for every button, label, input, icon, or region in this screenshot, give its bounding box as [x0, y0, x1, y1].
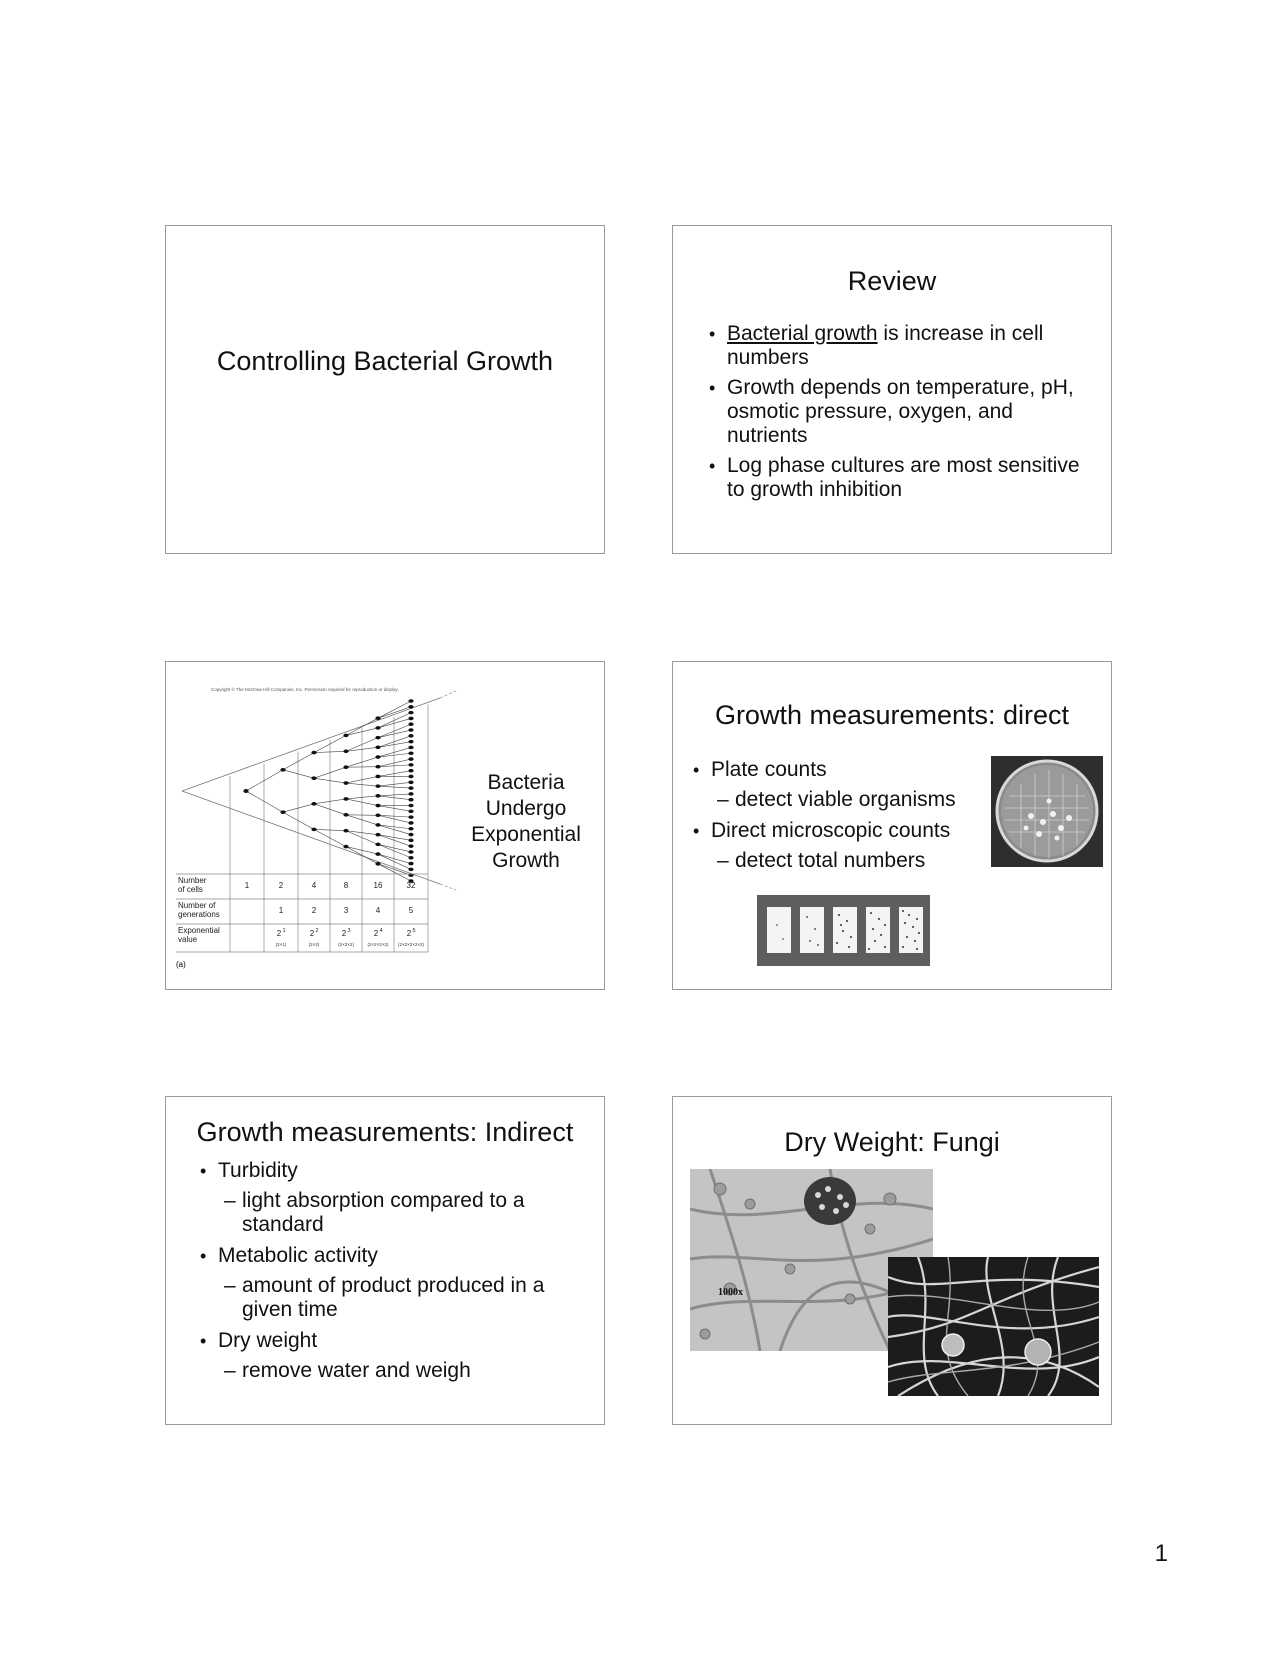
branch-line — [378, 742, 411, 748]
branch-line — [283, 753, 314, 770]
table-cell-exponent-power: 4 — [379, 928, 383, 934]
table-cell-exponent-note: (2×2×2×2×2) — [397, 942, 425, 947]
bullet-list — [200, 1159, 580, 1390]
branch-line — [283, 770, 314, 778]
branch-line — [378, 713, 411, 728]
bullet-list — [709, 322, 1094, 508]
caption-line: Exponential — [471, 823, 581, 846]
list-subitem: – light absorption compared to a standard — [200, 1189, 580, 1237]
cell-dot — [343, 829, 348, 833]
table-row-label: of cells — [178, 885, 203, 894]
branch-line — [378, 835, 411, 841]
cell-dot — [408, 751, 413, 755]
list-subitem: – detect total numbers — [693, 849, 983, 873]
cell-dot — [408, 810, 413, 814]
branch-line — [378, 747, 411, 757]
cell-dot — [375, 804, 380, 808]
cell-dot — [408, 757, 413, 761]
cell-dot — [408, 862, 413, 866]
cell-dot — [343, 845, 348, 849]
list-subitem: – remove water and weigh — [200, 1359, 580, 1383]
table-cell-exponent-note: (2×2) — [308, 942, 320, 947]
cell-dot — [408, 815, 413, 819]
branch-line — [378, 806, 411, 812]
cell-dot — [375, 794, 380, 798]
cell-dot — [375, 833, 380, 837]
caption-line: Bacteria — [487, 771, 565, 794]
cell-dot — [408, 827, 413, 831]
table-cell-exponent: 2 — [373, 929, 379, 938]
branch-line — [378, 786, 411, 788]
table-cell-exponent-power: 2 — [315, 928, 319, 934]
slide-title: Growth measurements: direct — [714, 700, 1070, 730]
table-cell-count: 2 — [278, 881, 284, 890]
branch-line — [378, 707, 411, 718]
branch-line — [283, 804, 314, 812]
cell-dot — [375, 765, 380, 769]
petri-dish-photo — [991, 756, 1103, 867]
table-cell-generation: 5 — [408, 906, 414, 915]
slide-1 — [165, 225, 605, 554]
cell-dot — [408, 763, 413, 767]
slide-title: Review — [847, 266, 937, 296]
envelope-line — [440, 884, 456, 890]
branch-line — [378, 753, 411, 757]
figure-label: (a) — [176, 960, 186, 969]
table-cell-count: 32 — [406, 881, 416, 890]
slide-3 — [165, 661, 605, 990]
cell-dot — [311, 751, 316, 755]
table-cell-exponent: 2 — [406, 929, 412, 938]
copyright-notice: Copyright © The McGraw-Hill Companies, Inc. Permission required for reproduction or display. — [211, 687, 399, 692]
cell-dot — [408, 717, 413, 721]
cell-dot — [408, 868, 413, 872]
list-item: • Turbidity — [200, 1159, 580, 1183]
list-item: • Metabolic activity — [200, 1244, 580, 1268]
underlined-term: Bacterial growth — [727, 322, 878, 345]
table-row-label: Exponential — [178, 926, 220, 935]
envelope-line — [440, 691, 456, 698]
branch-line — [246, 791, 283, 812]
cell-dot — [375, 813, 380, 817]
slide-title: Controlling Bacterial Growth — [216, 346, 554, 376]
table-row-label: Number of — [178, 901, 216, 910]
cell-dot — [408, 711, 413, 715]
branch-line — [378, 825, 411, 835]
cell-dot — [375, 823, 380, 827]
list-item: • Direct microscopic counts — [693, 819, 983, 843]
cell-dot — [408, 775, 413, 779]
cell-dot — [375, 726, 380, 730]
cell-dot — [343, 734, 348, 738]
table-cell-exponent-note: (2×2×2×2) — [367, 942, 389, 947]
cell-dot — [408, 699, 413, 703]
list-item: • Growth depends on temperature, pH, osmotic pressure, oxygen, and nutrients — [709, 376, 1094, 448]
cell-dot — [408, 839, 413, 843]
cell-dot — [375, 755, 380, 759]
slide-2 — [672, 225, 1112, 554]
cell-dot — [408, 769, 413, 773]
list-item-text: is increase in cell numbers — [727, 322, 1044, 369]
bullet-list — [693, 758, 983, 880]
cell-dot — [311, 776, 316, 780]
cell-dot — [408, 792, 413, 796]
slide-5 — [165, 1096, 605, 1425]
list-item: • Dry weight — [200, 1329, 580, 1353]
branch-line — [378, 771, 411, 777]
slide-title: Dry Weight: Fungi — [784, 1127, 1000, 1157]
table-cell-count: 1 — [244, 881, 250, 890]
cell-dot — [375, 746, 380, 750]
branch-line — [378, 796, 411, 800]
cell-dot — [408, 821, 413, 825]
cell-dot — [375, 716, 380, 720]
cell-dot — [280, 768, 285, 772]
list-item: • Log phase cultures are most sensitive to growth inhibition — [709, 454, 1094, 502]
envelope-line — [182, 698, 440, 791]
list-item: • Plate counts — [693, 758, 983, 782]
table-cell-count: 8 — [343, 881, 349, 890]
table-row-label: generations — [178, 910, 220, 919]
micrograph-label: 1000x — [718, 1287, 743, 1298]
cell-dot — [280, 810, 285, 814]
envelope-line — [182, 791, 440, 884]
cell-dot — [375, 843, 380, 847]
cell-dot — [375, 736, 380, 740]
cell-dot — [408, 722, 413, 726]
branch-line — [246, 770, 283, 791]
list-subitem: – amount of product produced in a given time — [200, 1274, 580, 1322]
cell-dot — [243, 789, 248, 793]
figure-caption — [471, 770, 581, 874]
cell-dot — [408, 705, 413, 709]
figure-lines — [182, 691, 456, 952]
cell-dot — [408, 844, 413, 848]
cell-dot — [311, 828, 316, 832]
cell-dot — [408, 804, 413, 808]
table-cell-exponent-power: 3 — [347, 928, 351, 934]
cell-dot — [343, 749, 348, 753]
table-cell-generation: 1 — [278, 906, 284, 915]
table-cell-count: 4 — [311, 881, 317, 890]
slide-4 — [672, 661, 1112, 990]
branch-line — [378, 864, 411, 881]
cell-dot — [343, 797, 348, 801]
table-row-label: value — [178, 935, 198, 944]
cell-dot — [311, 802, 316, 806]
branch-line — [283, 812, 314, 829]
generation-table — [176, 874, 428, 952]
branch-line — [378, 854, 411, 869]
caption-line: Growth — [492, 849, 560, 872]
list-subitem: – detect viable organisms — [693, 788, 983, 812]
cell-dot — [375, 862, 380, 866]
table-cell-exponent: 2 — [341, 929, 347, 938]
caption-line: Undergo — [485, 797, 567, 820]
table-cell-generation: 4 — [375, 906, 381, 915]
table-cell-generation: 2 — [311, 906, 317, 915]
cell-dot — [343, 781, 348, 785]
figure-cells — [243, 699, 413, 883]
table-cell-exponent-note: (2×2×2) — [338, 942, 354, 947]
table-cell-exponent-note: (2×1) — [275, 942, 287, 947]
slide-6 — [672, 1096, 1112, 1425]
branch-line — [378, 825, 411, 829]
cell-dot — [375, 775, 380, 779]
cell-dot — [408, 734, 413, 738]
cell-dot — [408, 833, 413, 837]
table-cell-generation: 3 — [343, 906, 349, 915]
page-number: 1 — [1154, 1540, 1168, 1567]
table-cell-exponent: 2 — [276, 929, 282, 938]
cell-dot — [343, 765, 348, 769]
table-cell-exponent: 2 — [309, 929, 315, 938]
fungi-sem-image — [888, 1257, 1099, 1396]
list-item — [709, 322, 1094, 370]
slide-title: Growth measurements: Indirect — [196, 1117, 574, 1147]
branch-line — [378, 794, 411, 796]
branch-line — [378, 835, 411, 846]
branch-line — [378, 782, 411, 786]
cell-dot — [408, 856, 413, 860]
branch-line — [378, 864, 411, 875]
branch-line — [378, 736, 411, 747]
cell-dot — [375, 784, 380, 788]
cell-dot — [408, 728, 413, 732]
table-cell-count: 16 — [373, 881, 383, 890]
branch-line — [378, 701, 411, 718]
microscopic-counts-photo — [757, 895, 930, 966]
cell-dot — [375, 852, 380, 856]
table-cell-exponent-power: 5 — [412, 928, 416, 934]
cell-dot — [408, 798, 413, 802]
cell-dot — [408, 780, 413, 784]
table-cell-exponent-power: 1 — [282, 928, 286, 934]
table-row-label: Number — [178, 876, 207, 885]
cell-dot — [408, 746, 413, 750]
cell-dot — [408, 740, 413, 744]
cell-dot — [408, 786, 413, 790]
cell-dot — [343, 813, 348, 817]
cell-dot — [408, 850, 413, 854]
